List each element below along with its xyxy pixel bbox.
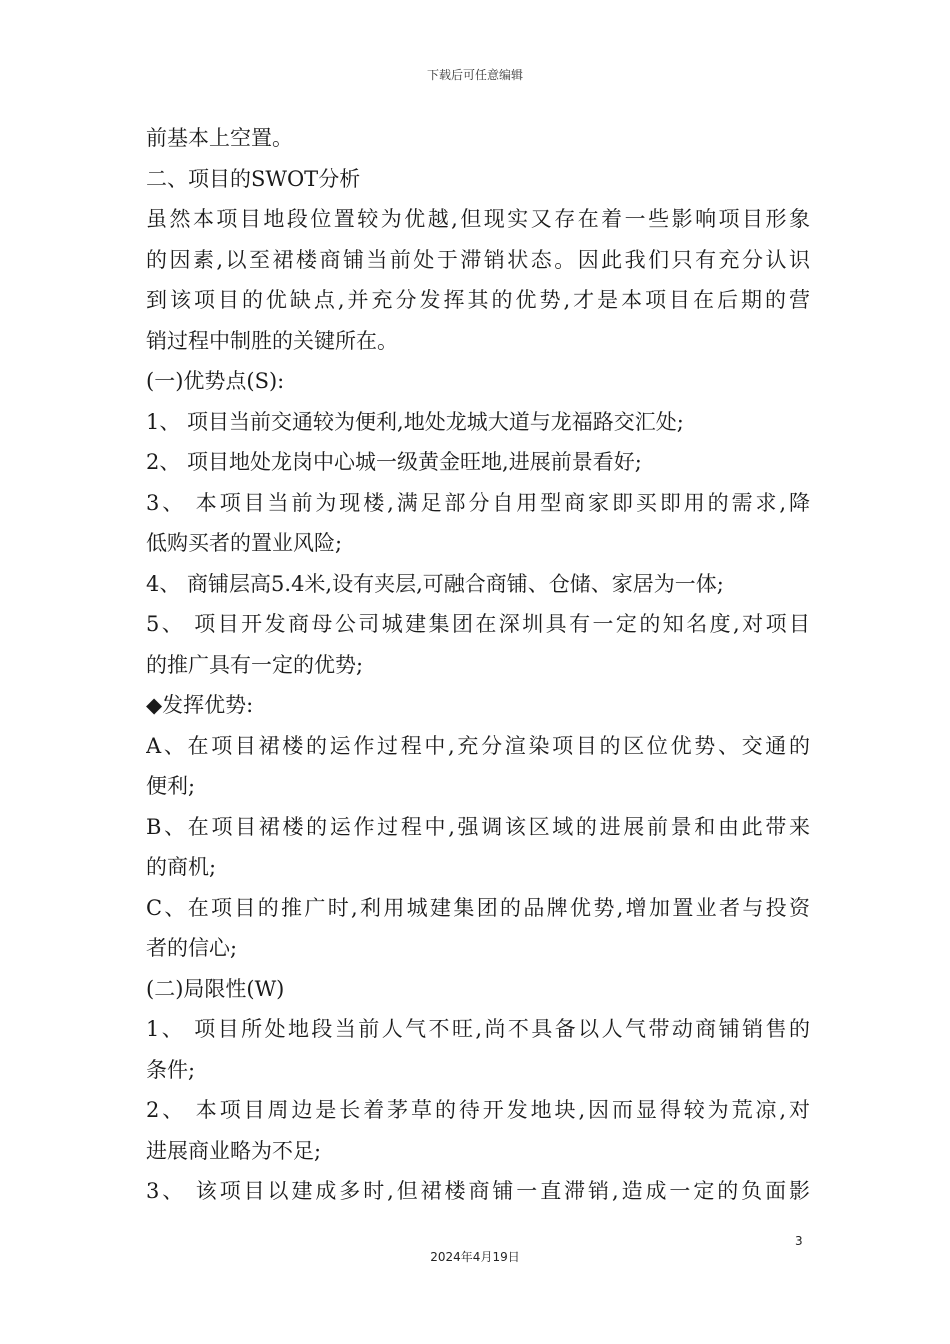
section-heading-swot: 二、项目的SWOT分析: [146, 166, 361, 191]
page-number: 3: [795, 1234, 803, 1248]
list-item: 1、 项目当前交通较为便利,地处龙城大道与龙福路交汇处;: [146, 409, 684, 434]
list-item-continued: 者的信心;: [146, 936, 238, 960]
paragraph-line: 的因素,以至裙楼商铺当前处于滞销状态。因此我们只有充分认识: [146, 247, 810, 272]
list-item: 3、 该项目以建成多时,但裙楼商铺一直滞销,造成一定的负面影: [146, 1179, 810, 1203]
list-item: 5、 项目开发商母公司城建集团在深圳具有一定的知名度,对项目: [146, 612, 810, 636]
list-item: C、在项目的推广时,利用城建集团的品牌优势,增加置业者与投资: [146, 895, 810, 920]
page-footer-date: 2024年4月19日: [430, 1250, 520, 1264]
list-item: 3、 本项目当前为现楼,满足部分自用型商家即买即用的需求,降: [146, 490, 810, 515]
list-item-continued: 便利;: [146, 774, 196, 798]
list-item-continued: 的商机;: [146, 855, 217, 879]
list-item-continued: 低购买者的置业风险;: [146, 531, 343, 555]
list-item-continued: 进展商业略为不足;: [146, 1138, 322, 1163]
list-item: 2、 项目地处龙岗中心城一级黄金旺地,进展前景看好;: [146, 450, 642, 474]
list-item: 2、 本项目周边是长着茅草的待开发地块,因而显得较为荒凉,对: [146, 1098, 810, 1122]
body-text: [146, 118, 810, 1212]
page-header: 下载后可任意编辑: [426, 68, 523, 82]
paragraph-line: 前基本上空置。: [146, 126, 293, 150]
list-item-continued: 条件;: [146, 1057, 196, 1082]
paragraph-line: 销过程中制胜的关键所在。: [146, 328, 398, 353]
paragraph-line: 到该项目的优缺点,并充分发挥其的优势,才是本项目在后期的营: [146, 288, 810, 312]
list-item: 1、 项目所处地段当前人气不旺,尚不具备以人气带动商铺销售的: [146, 1017, 810, 1041]
subsection-heading-strengths: (一)优势点(S):: [146, 369, 285, 393]
list-item-continued: 的推广具有一定的优势;: [146, 652, 364, 677]
list-item: A、在项目裙楼的运作过程中,充分渲染项目的区位优势、交通的: [146, 733, 810, 758]
list-item: B、在项目裙楼的运作过程中,强调该区域的进展前景和由此带来: [146, 814, 810, 839]
subsection-heading-weaknesses: (二)局限性(W): [146, 976, 285, 1001]
paragraph-line: 虽然本项目地段位置较为优越,但现实又存在着一些影响项目形象: [146, 207, 810, 231]
bullet-heading: ◆发挥优势:: [146, 693, 254, 717]
list-item: 4、 商铺层高5.4米,设有夹层,可融合商铺、仓储、家居为一体;: [146, 571, 724, 596]
